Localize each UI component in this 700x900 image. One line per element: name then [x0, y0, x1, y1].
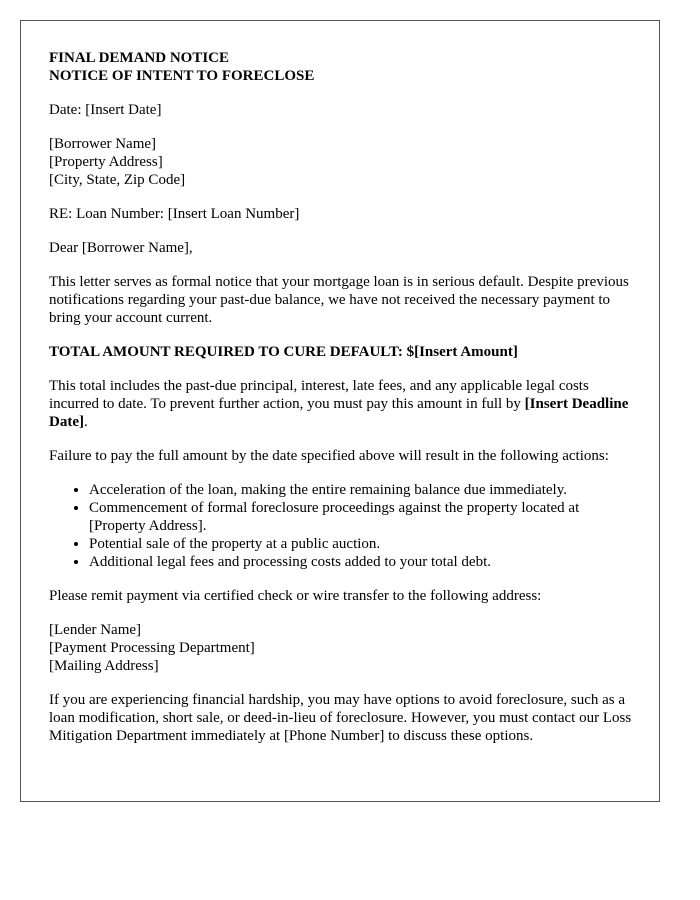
letter-heading — [49, 49, 635, 85]
title-line-2: NOTICE OF INTENT TO FORECLOSE — [49, 68, 315, 84]
lender-department: [Payment Processing Department] — [49, 640, 255, 656]
paragraph-remit-payment: Please remit payment via certified check or wire transfer to the following address: — [49, 588, 542, 604]
lender-mailing-address: [Mailing Address] — [49, 658, 159, 674]
recipient-address — [49, 135, 635, 189]
date-line: Date: [Insert Date] — [49, 102, 162, 118]
deadline-date: [Insert Deadline Date] — [49, 396, 629, 430]
list-item: • Acceleration of the loan, making the entire remaining balance due immediately. — [89, 481, 635, 499]
total-includes-text: This total includes the past-due principal, interest, late fees, and any applicable legal costs incurred to date. To prevent further action, you must pay this amount in full by — [49, 378, 589, 412]
paragraph-total-includes — [49, 377, 635, 431]
list-item: • Additional legal fees and processing costs added to your total debt. — [89, 553, 635, 571]
paragraph-default-notice: This letter serves as formal notice that your mortgage loan is in serious default. Despite previous notifications regarding your past-due balance, we have not received the necessary payment to bring your account current. — [49, 274, 629, 326]
recipient-name: [Borrower Name] — [49, 136, 157, 152]
title-line-1: FINAL DEMAND NOTICE — [49, 50, 230, 66]
letter-page — [20, 20, 660, 802]
recipient-city-state-zip: [City, State, Zip Code] — [49, 172, 186, 188]
re-line: RE: Loan Number: [Insert Loan Number] — [49, 206, 300, 222]
lender-name: [Lender Name] — [49, 622, 142, 638]
salutation: Dear [Borrower Name], — [49, 240, 193, 256]
recipient-property-address: [Property Address] — [49, 154, 163, 170]
list-item: • Potential sale of the property at a public auction. — [89, 535, 635, 553]
total-includes-end: . — [83, 414, 88, 430]
lender-address — [49, 621, 635, 675]
list-item: • Commencement of formal foreclosure proceedings against the property located at [Property Address]. — [89, 499, 635, 535]
total-amount-required: TOTAL AMOUNT REQUIRED TO CURE DEFAULT: $[Insert Amount] — [49, 344, 518, 360]
paragraph-financial-hardship: If you are experiencing financial hardship, you may have options to avoid foreclosure, such as a loan modification, short sale, or deed-in-lieu of foreclosure. However, you must contact our Loss Mitigation Department immediately at [Phone Number] to discuss these options. — [49, 692, 632, 744]
letter-content — [21, 21, 659, 745]
actions-list — [49, 481, 635, 571]
paragraph-failure-to-pay: Failure to pay the full amount by the date specified above will result in the following actions: — [49, 448, 609, 464]
